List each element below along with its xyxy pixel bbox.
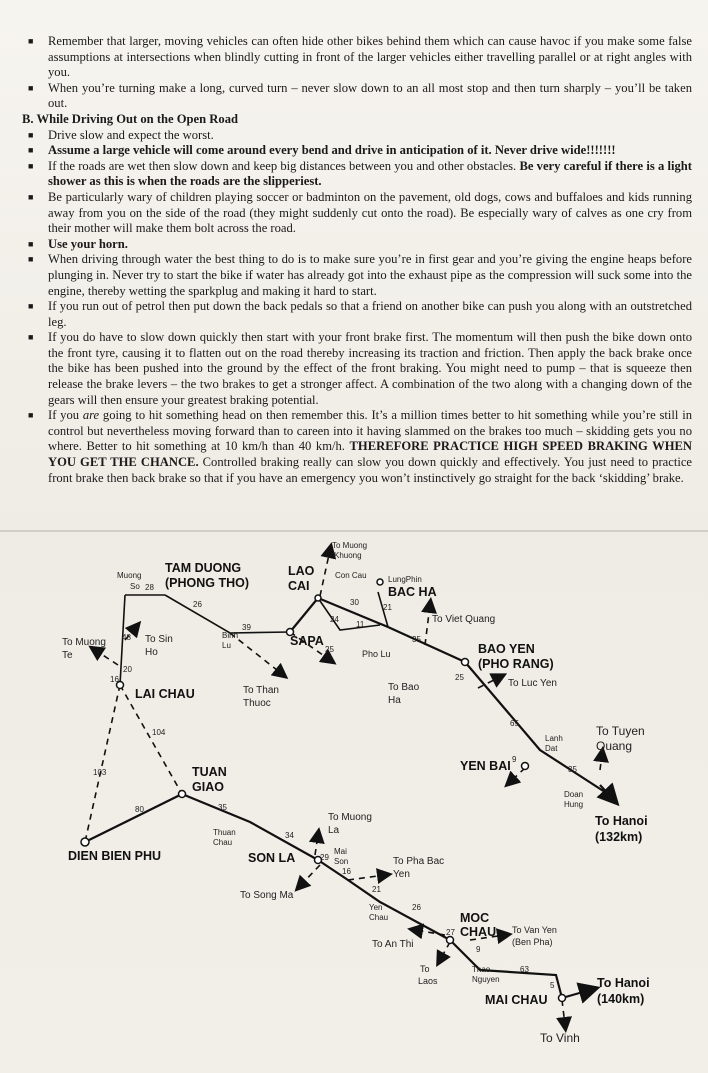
label-to-bao-ha-2: Ha [388,695,401,706]
label-to-muong-te-1: To Muong [62,637,106,648]
label-binh-lu-1: Binh [222,631,239,640]
dist-21a: 21 [383,603,392,612]
road-mocchau-maichau [450,940,562,998]
list-item [22,237,692,253]
town-dot-baoyen [462,659,469,666]
label-bao-yen: BAO YEN [478,642,535,656]
bullet-icon: ■ [28,410,34,421]
label-to-tuyen-quang-2: Quang [596,739,633,753]
item-text-bold: Use your horn. [48,236,128,251]
label-giao: GIAO [192,780,224,794]
dist-20: 20 [123,665,132,674]
label-yen-bai: YEN BAI [460,759,511,773]
label-doan-hung-1: Doan [564,790,584,799]
label-muong-so-2: So [130,582,140,591]
label-sapa: SAPA [290,634,324,648]
road-to-muong-te [95,650,118,665]
label-hanoi-dist-1: (132km) [595,830,643,844]
label-to-than-thuoc-1: To Than [243,685,279,696]
dist-35b: 35 [568,765,577,774]
bullet-icon: ■ [28,301,34,312]
road-laocai-north [320,550,330,596]
bullet-icon: ■ [28,129,34,140]
label-yen-chau-2: Chau [369,913,389,922]
dist-16: 16 [110,675,119,684]
road-to-laos [440,942,450,960]
section-heading: B. While Driving Out on the Open Road [22,111,238,126]
label-cai: CAI [288,579,310,593]
label-moc: MOC [460,911,490,925]
road-to-an-thi [415,930,445,935]
label-lung-phin: LungPhin [388,575,422,584]
label-con-cau: Con Cau [335,571,367,580]
label-pho-rang: (PHO RANG) [478,657,554,671]
bullet-list-open-road [22,128,692,487]
dist-27: 27 [446,928,455,937]
label-tuan: TUAN [192,765,227,779]
label-son-la: SON LA [248,851,296,865]
road-sapa-laocai [290,598,318,632]
item-text: Remember that larger, moving vehicles can often hide other bikes behind them which can cause havoc if you make some false assumptions at intersections when blindly cutting in front of the larger vehicles either travelling parallel or at right angles with you. [48,34,692,80]
item-text: Be particularly wary of children playing soccer or badminton on the pavement, old dogs, cows and buffaloes and kids running away from you on the side of the road (they might suddenly cut onto the road). Be especially wary of calves as one cry from their mother will make them bolt across the road. [48,189,692,236]
item-text: If the roads are wet then slow down and keep big distances between you and other obstacles. [48,158,517,173]
item-text: When you’re turning make a long, curved turn – never slow down to an all most stop and then turn sharply – you’ll be taken out. [48,80,692,111]
road-laichau-dbp [85,685,120,842]
list-item [22,252,692,299]
label-thuan-chau-2: Chau [213,838,233,847]
road-sonla-north [315,835,318,855]
item-text-italic: are [82,408,100,423]
list-item [22,143,692,159]
label-hanoi-dist-2: (140km) [597,992,645,1006]
road-to-tuyen-quang [600,754,602,770]
label-doan-hung-2: Hung [564,800,584,809]
dist-25a: 25 [325,645,334,654]
dist-103: 103 [93,768,107,777]
label-thao-nguyen-1: Thao [472,965,491,974]
dist-35a: 35 [412,635,421,644]
town-dot-dbp [81,838,89,846]
list-item [22,81,692,112]
item-text-bold: THEREFORE PRACTICE HIGH SPEED BRAKING WHEN YOU GET THE CHANCE. [48,439,692,470]
list-item [22,330,692,408]
road-to-song-ma [300,865,320,886]
town-dot-mocchau [447,937,454,944]
bullet-icon: ■ [28,238,34,249]
label-to-muong-te-2: Te [62,650,73,661]
label-to-luc-yen: To Luc Yen [508,678,557,689]
dist-9b: 9 [512,755,517,764]
label-to-laos-1: To [420,964,430,974]
road-maichau-hanoi [562,990,590,998]
dist-30: 30 [350,598,359,607]
label-muong-so-1: Muong [117,571,142,580]
label-mai-son-2: Son [334,857,349,866]
route-map [0,530,708,1073]
dist-48: 48 [122,633,131,642]
item-text: When driving through water the best thing to do is to make sure you’re in first gear and you’re giving the engine heaps before plunging in. Never try to start the bike if water has already got into the exhaust pipe as the compression will suck some into the engine, thereby wetting the sparkplug and making it hard to start. [48,252,692,298]
bullet-icon: ■ [28,191,34,202]
town-dot-tuangiao [179,791,186,798]
dist-11: 11 [356,620,365,629]
dist-21b: 21 [372,885,381,894]
label-to-song-ma: To Song Ma [240,890,294,901]
label-to-tuyen-quang-1: To Tuyen [596,724,645,738]
item-text: If you do have to slow down quickly then start with your front brake first. The momentum will then push the bike down onto the front tyre, causing it to flatten out on the road thereby increasing its traction and friction. Then apply the back brake once the bike has been pushed into the ground by the effect of the front braking. You might need to pump – that is squeeze then release the brake levers – the two brakes to get a stronger affect. A combination of the two along with a changing down of the gears will then ensure your greatest braking potential. [48,330,692,407]
label-phong-tho: (PHONG THO) [165,576,250,590]
dist-104: 104 [152,728,166,737]
label-lao: LAO [288,564,315,578]
label-lanh-dat-1: Lanh [545,734,563,743]
town-dot-yenbai [522,763,529,770]
dist-35c: 35 [218,803,227,812]
label-to-laos-2: Laos [418,976,438,986]
label-thuan-chau-1: Thuan [213,828,236,837]
label-to-than-thuoc-2: Thuoc [243,698,271,709]
label-to-muong-khuong-2: Khuong [334,551,362,560]
label-tam-duong: TAM DUONG [165,561,242,575]
road-yenbai-south [510,768,525,782]
town-dot-laocai [315,595,321,601]
label-to-hanoi-1: To Hanoi [595,814,648,828]
label-thao-nguyen-2: Nguyen [472,975,500,984]
label-to-muong-khuong-1: To Muong [332,541,368,550]
road-tamduong-sapa [165,595,290,633]
list-item [22,299,692,330]
dist-16b: 16 [342,867,351,876]
label-to-pha-bac-yen-1: To Pha Bac [393,856,445,867]
bullet-icon: ■ [28,254,34,265]
label-pho-lu: Pho Lu [362,649,391,659]
dist-63: 63 [520,965,529,974]
town-dot-bacha [377,579,383,585]
dist-34: 34 [285,831,294,840]
label-to-bao-ha-1: To Bao [388,682,420,693]
list-item [22,190,692,237]
item-text: Drive slow and expect the worst. [48,127,214,142]
label-to-sin-ho-1: To Sin [145,634,173,645]
road-laichau-tuangiao [120,685,182,794]
dist-25b: 25 [455,673,464,682]
label-chau: CHAU [460,925,497,939]
item-text: If you run out of petrol then put down the back pedals so that a friend on another bike can push you along with an outstretched leg. [48,299,692,329]
bullet-icon: ■ [28,82,34,93]
item-text: If you [48,408,83,423]
label-to-viet-quang: To Viet Quang [432,614,496,625]
label-mai-son-1: Mai [334,847,347,856]
bullet-icon: ■ [28,160,34,171]
place-labels [62,541,645,1045]
road-hanoi-132 [600,785,612,798]
unpaved-roads [85,550,602,1025]
road-to-viet-quang [425,605,430,645]
bullet-list-top [22,34,692,112]
dist-65: 65 [510,719,519,728]
label-to-hanoi-2: To Hanoi [597,976,650,990]
label-binh-lu-2: Lu [222,641,231,650]
bullet-icon: ■ [28,36,34,46]
item-text: Controlled braking really can slow you down quickly and effectively. You just need to practice front brake then back brake so that if you have an emergency you won’t instinctively go straight for the back ‘skidding’ brake. [48,455,692,485]
label-to-muong-la-2: La [328,825,340,836]
dist-80: 80 [135,805,144,814]
road-to-vinh [562,1000,565,1025]
dist-24: 24 [330,615,339,624]
label-lai-chau: LAI CHAU [135,687,195,701]
item-text-bold: Be very careful if there is a light shower as this is when the roads are the slipperiest. [48,158,692,189]
list-item [22,408,692,486]
list-item [22,159,692,190]
label-yen-chau-1: Yen [369,903,383,912]
label-to-sin-ho-2: Ho [145,647,158,658]
list-item [22,34,692,81]
item-text: going to hit something head on then remember this. It’s a million times better to hit something while you’re still in control but nevertheless moving forward than to careen into it having slammed on the brakes too much – skidding gets you no where. Better to hit something at 10 km/h than 40 km/h. [48,408,692,454]
label-to-pha-bac-yen-2: Yen [393,869,410,880]
road-to-pha-bac-yen [348,875,385,880]
item-text-bold: Assume a large vehicle will come around every bend and drive in anticipation of it. Never drive wide!!!!!!! [48,143,616,158]
label-to-an-thi: To An Thi [372,939,414,950]
bullet-icon: ■ [28,332,34,343]
label-to-vinh: To Vinh [540,1031,580,1045]
label-to-muong-la-1: To Muong [328,812,372,823]
label-mai-chau: MAI CHAU [485,993,548,1007]
dist-26b: 26 [412,903,421,912]
guide-text [22,34,692,486]
label-lanh-dat-2: Dat [545,744,558,753]
dist-39: 39 [242,623,251,632]
town-dot-maichau [559,995,566,1002]
dist-5: 5 [550,981,555,990]
list-item [22,128,692,144]
road-dbp-tuangiao [85,794,182,842]
dist-28: 28 [145,583,154,592]
label-bac-ha: BAC HA [388,585,437,599]
dist-26: 26 [193,600,202,609]
dist-29: 29 [320,853,329,862]
bullet-icon: ■ [28,145,34,156]
road-sonla-mocchau [318,860,450,940]
label-to-van-yen-2: (Ben Pha) [512,937,553,947]
dist-9: 9 [476,945,481,954]
label-dien-bien-phu: DIEN BIEN PHU [68,849,162,863]
label-to-van-yen-1: To Van Yen [512,925,557,935]
